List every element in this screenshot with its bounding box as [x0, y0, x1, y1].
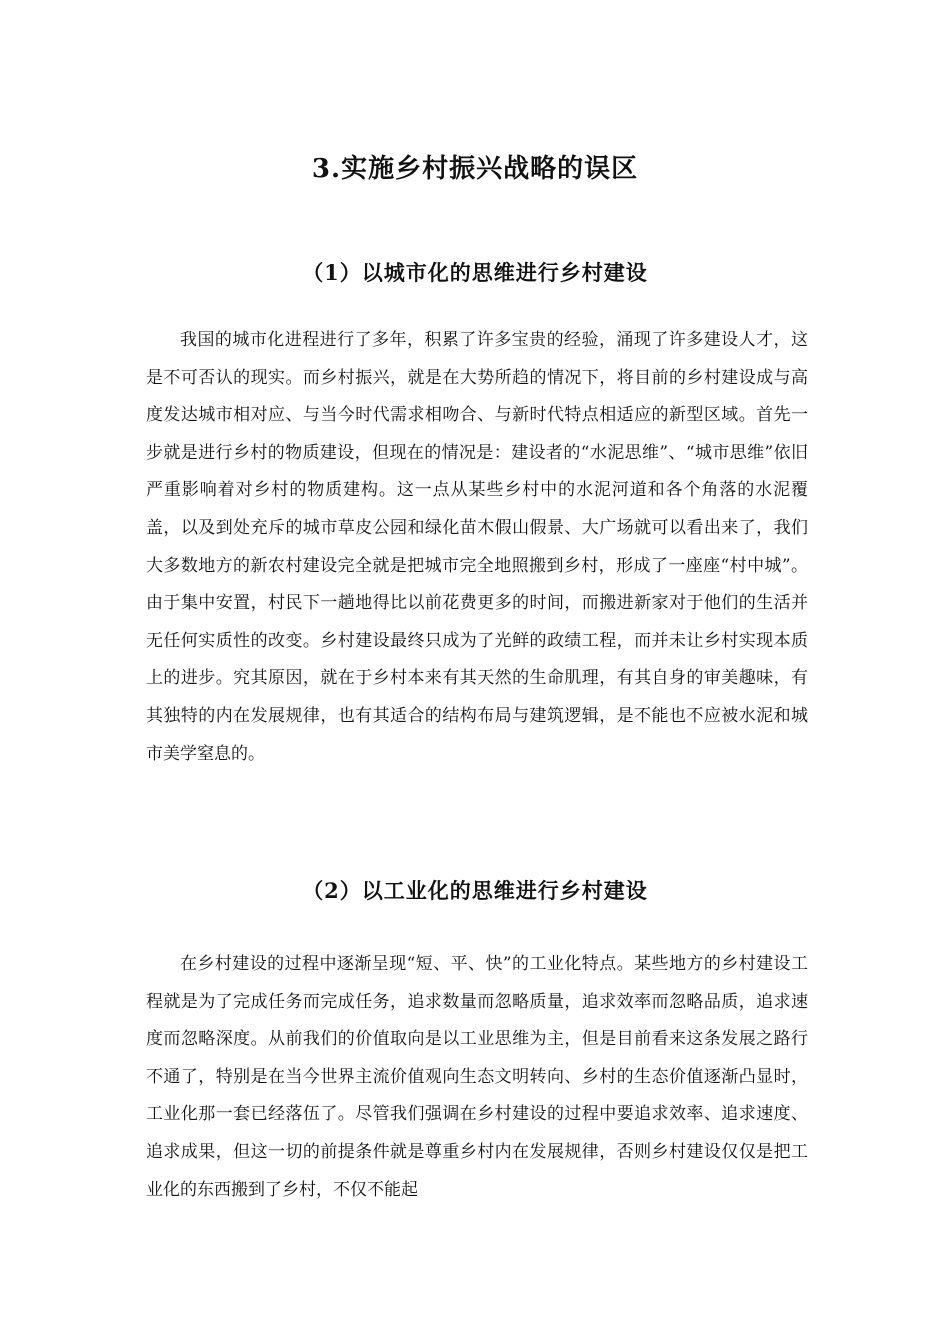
document-title: 3.实施乡村振兴战略的误区: [311, 154, 639, 185]
section-heading-2: （2）以工业化的思维进行乡村建设: [302, 878, 648, 904]
section-paragraph-1: 我国的城市化进程进行了多年，积累了许多宝贵的经验，涌现了许多建设人才，这是不可否认的现实。而乡村振兴，就是在大势所趋的情况下，将目前的乡村建设成与高度发达城市相对应、与当今时代需求相吻合、与新时代特点相适应的新型区域。首先一步就是进行乡村的物质建设，但现在的情况是：建设者的“水泥思维”、“城市思维”依旧严重影响着对乡村的物质建构。这一点从某些乡村中的水泥河道和各个角落的水泥覆盖，以及到处充斥的城市草皮公园和绿化苗木假山假景、大广场就可以看出来了，我们大多数地方的新农村建设完全就是把城市完全地照搬到乡村，形成了一座座“村中城”。由于集中安置，村民下一趟地得比以前花费更多的时间，而搬进新家对于他们的生活并无任何实质性的改变。乡村建设最终只成为了光鲜的政绩工程，而并未让乡村实现本质上的进步。究其原因，就在于乡村本来有其天然的生命肌理，有其自身的审美趣味，有其独特的内在发展规律，也有其适合的结构布局与建筑逻辑，是不能也不应被水泥和城市美学窒息的。: [146, 330, 808, 764]
section-paragraph-2: 在乡村建设的过程中逐渐呈现“短、平、快”的工业化特点。某些地方的乡村建设工程就是为了完成任务而完成任务，追求数量而忽略质量，追求效率而忽略品质，追求速度而忽略深度。从前我们的价值取向是以工业思维为主，但是目前看来这条发展之路行不通了，特别是在当今世界主流价值观向生态文明转向、乡村的生态价值逐渐凸显时，工业化那一套已经落伍了。尽管我们强调在乡村建设的过程中要追求效率、追求速度、追求成果，但这一切的前提条件就是尊重乡村内在发展规律，否则乡村建设仅仅是把工业化的东西搬到了乡村，不仅不能起: [146, 954, 808, 1200]
section-heading-1: （1）以城市化的思维进行乡村建设: [302, 260, 648, 286]
